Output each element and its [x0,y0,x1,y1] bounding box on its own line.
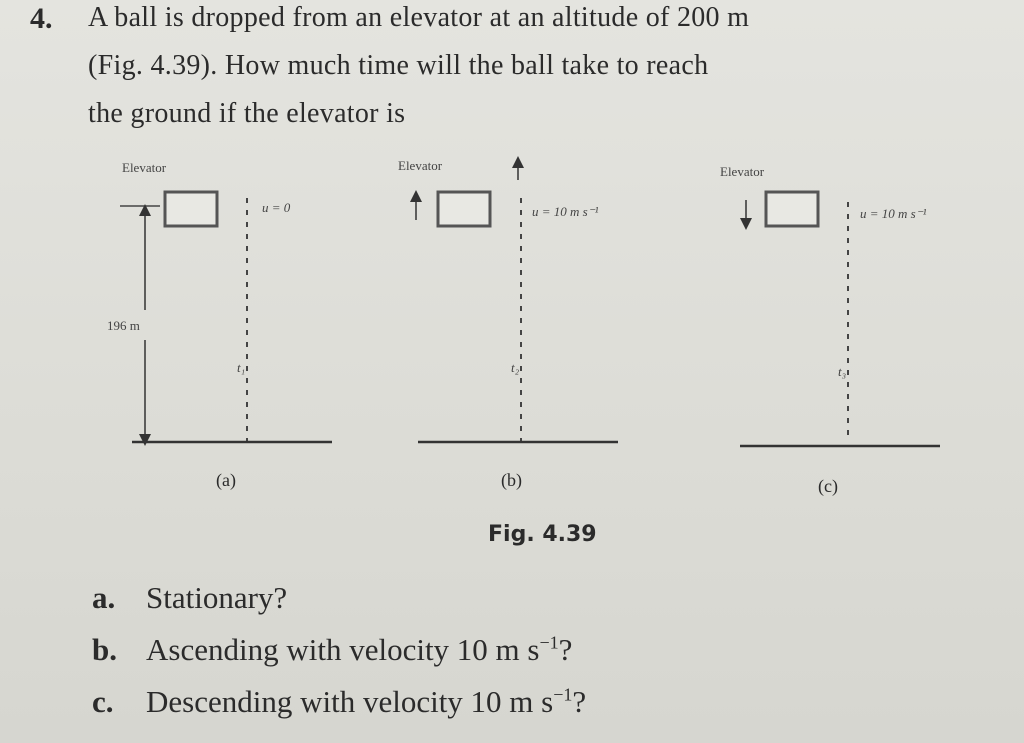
time-label-a: t₁ [237,360,246,375]
panel-c [720,164,940,446]
option-b [92,632,572,668]
panel-label-a: (a) [216,470,236,490]
question-line-1: A ball is dropped from an elevator at an altitude of 200 m [88,2,750,33]
option-c-text: Descending with velocity 10 m s [146,684,554,719]
question-line-3: the ground if the elevator is [88,98,406,129]
time-label-c: t₃ [838,364,847,379]
option-c-end: ? [572,684,587,719]
velocity-label-b: u = 10 m s⁻¹ [532,204,599,219]
option-c-letter: c. [92,684,114,719]
panel-label-c: (c) [818,476,838,496]
elevator-box-a [165,192,217,226]
elevator-diagram [0,140,1024,510]
elevator-label-b: Elevator [398,158,443,173]
option-c [92,684,586,720]
panel-label-b: (b) [501,470,522,490]
figure-4-39 [0,140,1024,510]
option-b-text: Ascending with velocity 10 m s [146,632,540,667]
option-b-letter: b. [92,632,117,667]
option-b-exponent: −1 [539,632,559,653]
height-label: 196 m [107,318,140,333]
option-a [92,580,287,616]
elevator-label-c: Elevator [720,164,765,179]
option-a-letter: a. [92,580,116,615]
velocity-label-c: u = 10 m s⁻¹ [860,206,927,221]
option-a-text: Stationary? [146,580,288,615]
velocity-label-a: u = 0 [262,200,291,215]
time-label-b: t₂ [511,360,520,375]
question-line-2: (Fig. 4.39). How much time will the ball take to reach [88,50,709,81]
option-b-end: ? [558,632,573,667]
elevator-box-b [438,192,490,226]
panel-a [107,160,332,442]
option-c-exponent: −1 [553,684,573,705]
question-number: 4. [30,2,53,35]
figure-caption: Fig. 4.39 [488,522,597,547]
elevator-box-c [766,192,818,226]
elevator-label-a: Elevator [122,160,167,175]
panel-b [398,158,618,442]
